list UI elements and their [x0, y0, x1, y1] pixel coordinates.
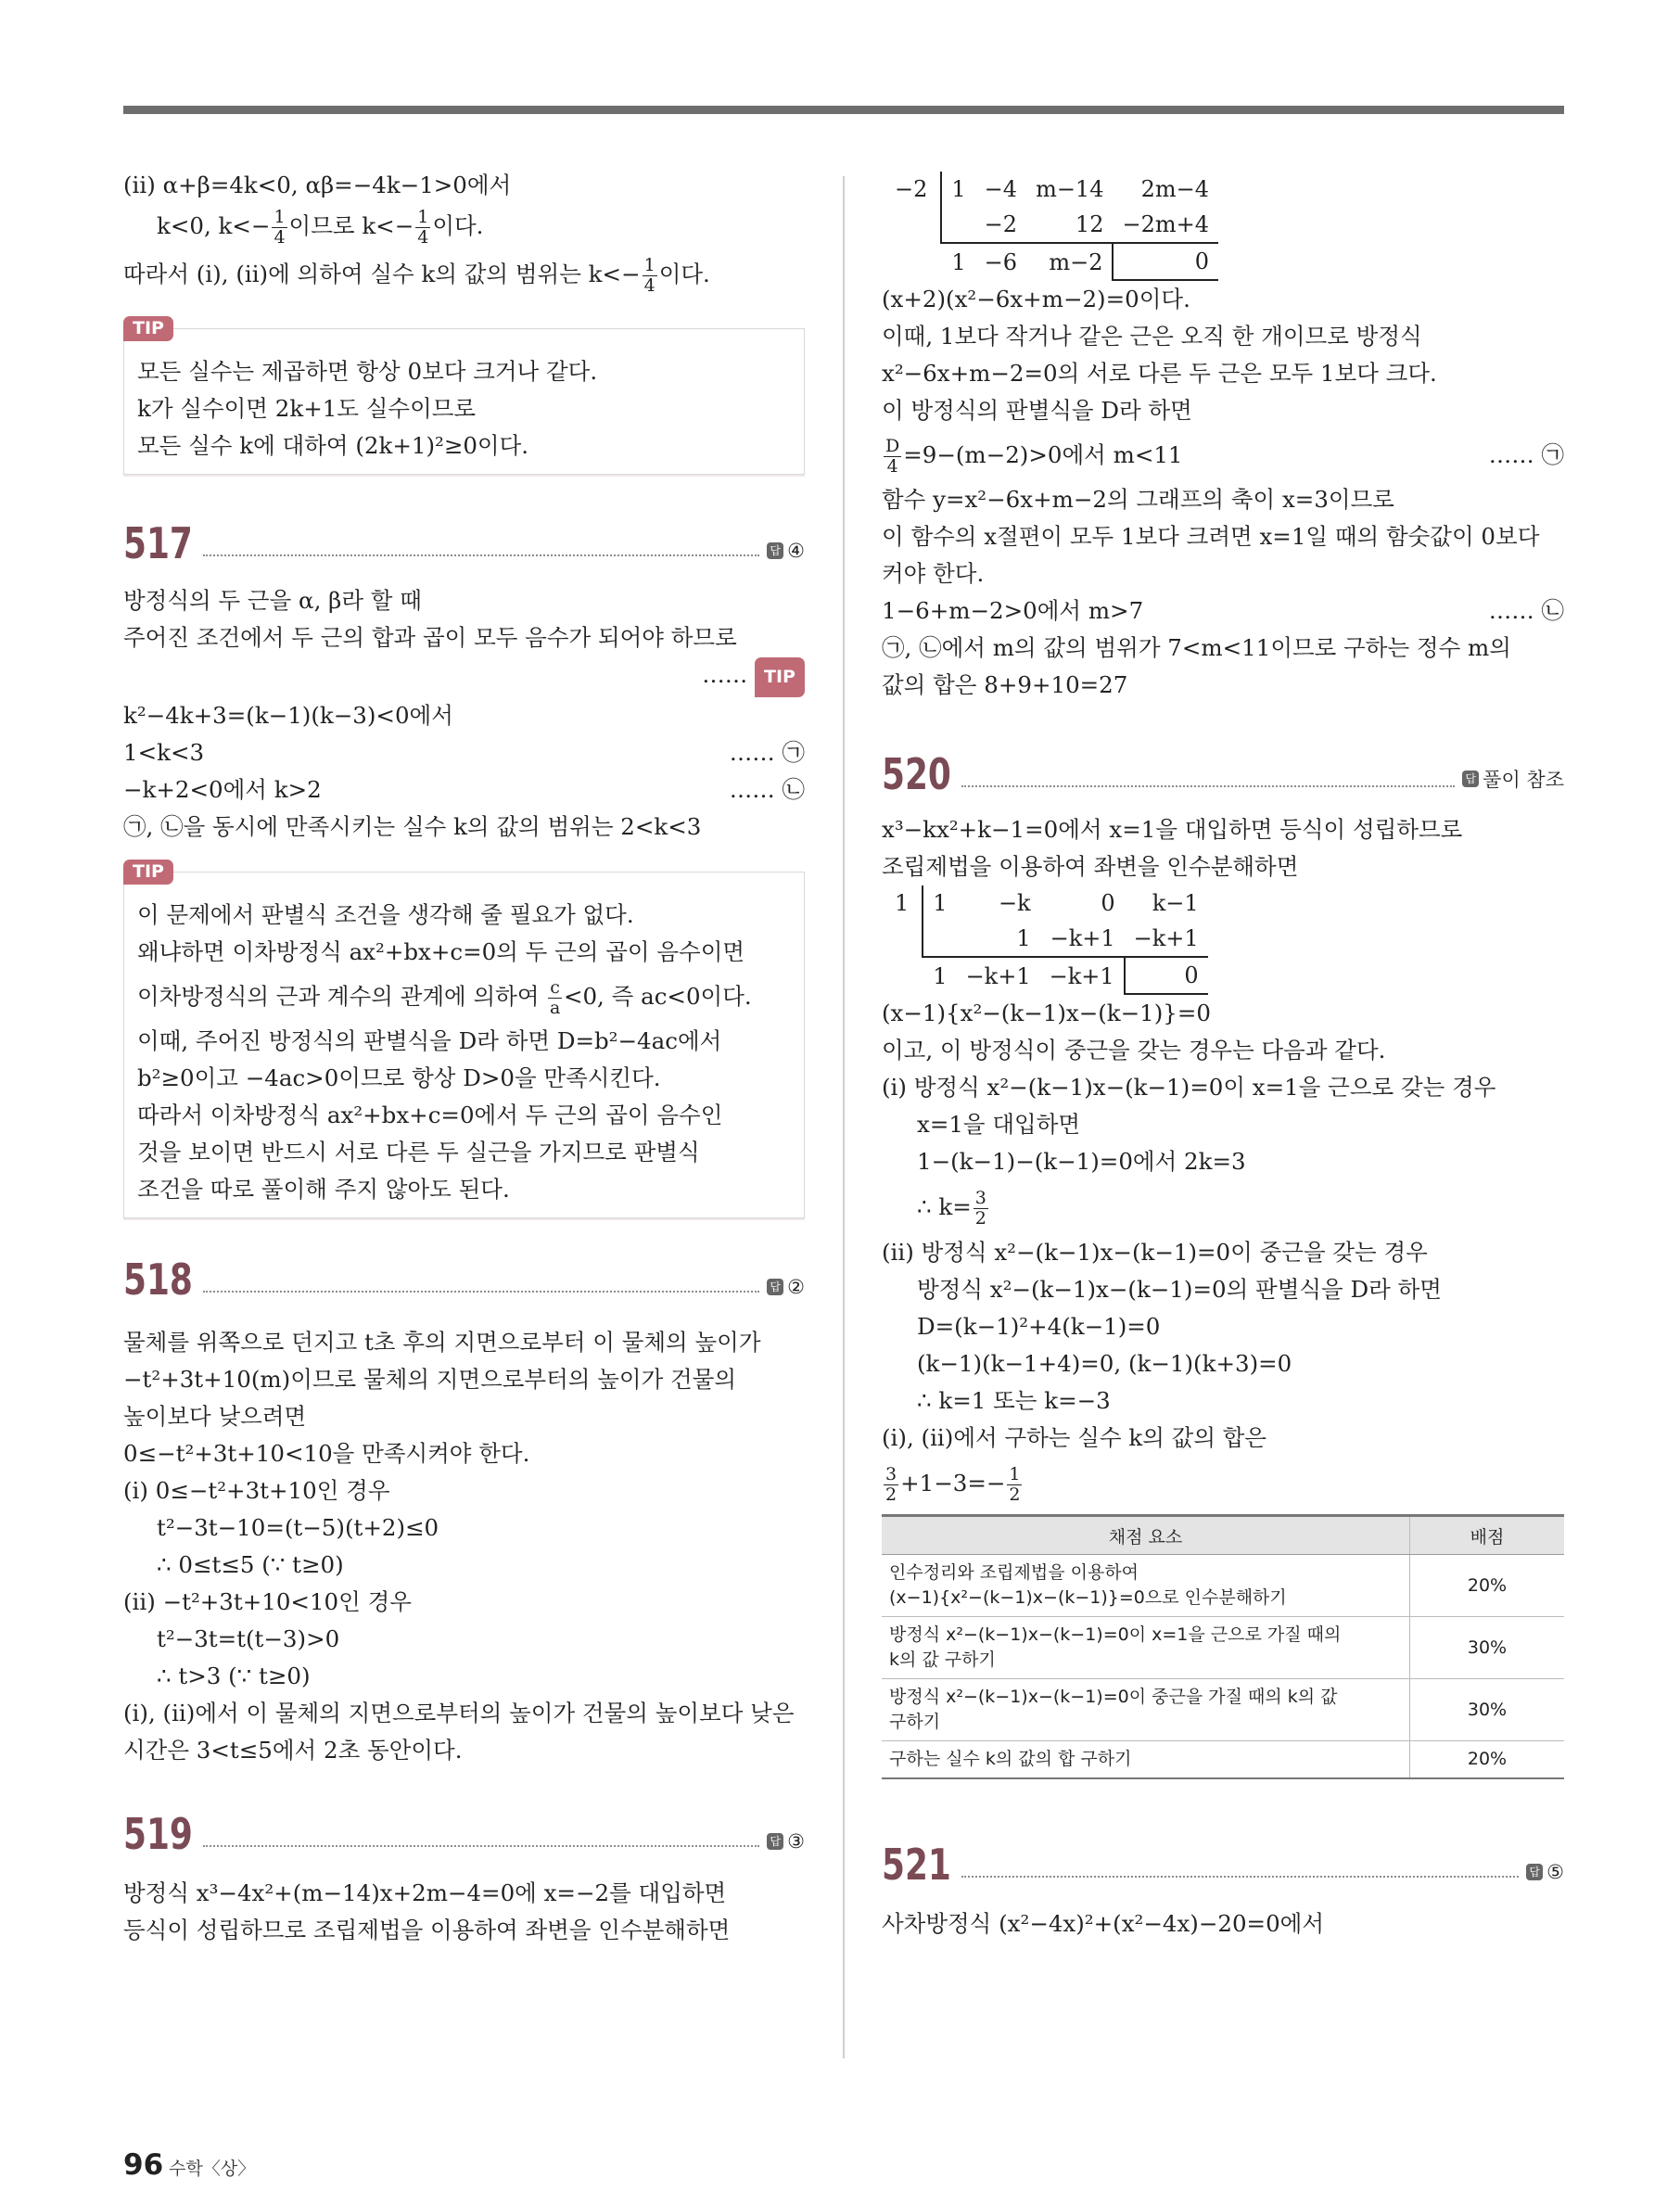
tip-line: 이때, 주어진 방정식의 판별식을 D라 하면 D=b²−4ac에서: [137, 1027, 722, 1054]
text-line: 높이보다 낮으려면: [123, 1403, 307, 1430]
text-line: 방정식 x²−(k−1)x−(k−1)=0의 판별식을 D라 하면: [917, 1276, 1442, 1303]
tip-line: 이차방정식의 근과 계수의 관계에 의하여 $\frac{c}{a}$ <0, 즉 ac<0이다.: [137, 977, 752, 1018]
text-line: t²−3t=t(t−3)>0: [157, 1625, 340, 1652]
tip-line: 왜냐하면 이차방정식 ax²+bx+c=0의 두 근의 곱이 음수이면: [137, 938, 745, 965]
tip-tag: TIP: [123, 316, 173, 341]
text-line: 물체를 위쪽으로 던지고 t초 후의 지면으로부터 이 물체의 높이가: [123, 1329, 761, 1356]
answer-label: 답 ③: [767, 1830, 805, 1853]
table-row: 방정식 x²−(k−1)x−(k−1)=0이 중근을 가질 때의 k의 값 구하기 30%: [882, 1679, 1564, 1741]
text-line: 사차방정식 (x²−4x)²+(x²−4x)−20=0에서: [882, 1910, 1325, 1937]
tip-line: 따라서 이차방정식 ax²+bx+c=0에서 두 근의 곱이 음수인: [137, 1102, 723, 1128]
page-number: 96: [123, 2148, 164, 2182]
tip-line: 모든 실수는 제곱하면 항상 0보다 크거나 같다.: [137, 358, 598, 385]
text-line: k<0, k<− $\frac{1}{4}$ 이므로 k<− $\frac{1}{4}$ 이다.: [157, 207, 484, 248]
text-line: (i), (ii)에서 이 물체의 지면으로부터의 높이가 건물의 높이보다 낮은: [123, 1700, 795, 1726]
table-row: 방정식 x²−(k−1)x−(k−1)=0이 x=1을 근으로 가질 때의 k의 값 구하기 30%: [882, 1617, 1564, 1679]
text-line: D=(k−1)²+4(k−1)=0: [917, 1313, 1161, 1340]
text-line: ㉠, ㉡을 동시에 만족시키는 실수 k의 값의 범위는 2<k<3: [123, 813, 702, 840]
answer-label: 답 ④: [767, 540, 805, 562]
text-line: 이때, 1보다 작거나 같은 근은 오직 한 개이므로 방정식: [882, 323, 1422, 350]
text-line: ∴ k= $\frac{3}{2}$: [917, 1188, 986, 1229]
tip-line: b²≥0이고 −4ac>0이므로 항상 D>0을 만족시킨다.: [137, 1064, 661, 1091]
text-line: 커야 한다.: [882, 560, 985, 587]
problem-number: 520: [882, 749, 951, 799]
text-line: 주어진 조건에서 두 근의 합과 곱이 모두 음수가 되어야 하므로: [123, 624, 737, 651]
answer-label: 답 풀이 참조: [1462, 765, 1564, 793]
fraction: $\frac{1}{4}$: [643, 255, 655, 296]
leader-dots: [203, 1845, 759, 1847]
text-line: x²−6x+m−2=0의 서로 다른 두 근은 모두 1보다 크다.: [882, 360, 1437, 387]
divisor: −2: [885, 172, 941, 207]
text-line: 이 함수의 x절편이 모두 1보다 크려면 x=1일 때의 함숫값이 0보다: [882, 523, 1540, 550]
answer-label: 답 ⑤: [1526, 1861, 1564, 1883]
text-line: (i) 방정식 x²−(k−1)x−(k−1)=0이 x=1을 근으로 갖는 경우: [882, 1074, 1496, 1101]
text-line: 1−(k−1)−(k−1)=0에서 2k=3: [917, 1148, 1246, 1175]
synthetic-division: 1 1 −k 0 k−1 1 −k+1 −k+1 1 −k+1 −k+1 0: [885, 885, 1208, 995]
text-line: 조립제법을 이용하여 좌변을 인수분해하면: [882, 853, 1299, 880]
column-divider: [843, 176, 845, 2058]
text-line: 함수 y=x²−6x+m−2의 그래프의 축이 x=3이므로: [882, 486, 1394, 513]
fraction: $\frac{3}{2}$: [974, 1188, 986, 1229]
fraction: $\frac{1}{4}$: [417, 207, 429, 248]
text-line: (ii) α+β=4k<0, αβ=−4k−1>0에서: [123, 172, 512, 198]
tip-line: k가 실수이면 2k+1도 실수이므로: [137, 395, 477, 422]
text-line: (i) 0≤−t²+3t+10인 경우: [123, 1477, 390, 1504]
text-line: (k−1)(k−1+4)=0, (k−1)(k+3)=0: [917, 1350, 1292, 1377]
text-line: (x+2)(x²−6x+m−2)=0이다.: [882, 286, 1190, 312]
text-line: $\frac{D}{4}$ =9−(m−2)>0에서 m<11 …… ㉠: [882, 429, 1564, 481]
synthetic-division: −2 1 −4 m−14 2m−4 −2 12 −2m+4 1 −6 m−2 0: [885, 172, 1218, 281]
text-line: ∴ t>3 (∵ t≥0): [157, 1662, 311, 1689]
text-line: $\frac{3}{2}$ +1−3=− $\frac{1}{2}$: [885, 1464, 1021, 1505]
text-line: 이 방정식의 판별식을 D라 하면: [882, 397, 1192, 424]
top-rule: [123, 106, 1564, 114]
text-line: x³−kx²+k−1=0에서 x=1을 대입하면 등식이 성립하므로: [882, 816, 1463, 843]
problem-header-519: [123, 1801, 805, 1858]
mark-label: …… ㉠: [1488, 441, 1564, 468]
text-line: x=1을 대입하면: [917, 1111, 1081, 1138]
fraction: $\frac{1}{4}$: [274, 207, 286, 248]
remainder: 0: [1113, 243, 1218, 280]
left-column: [123, 167, 805, 1949]
answer-icon: 답: [767, 542, 783, 559]
problem-number: 518: [123, 1255, 193, 1305]
page-footer: [123, 2148, 255, 2182]
problem-header-521: [882, 1831, 1564, 1889]
answer-icon: 답: [1526, 1864, 1543, 1880]
answer-icon: 답: [767, 1279, 783, 1295]
text-line: −t²+3t+10(m)이므로 물체의 지면으로부터의 높이가 건물의: [123, 1366, 737, 1393]
tip-line: 모든 실수 k에 대하여 (2k+1)²≥0이다.: [137, 432, 529, 459]
answer-icon: 답: [1462, 771, 1479, 787]
text-line: ∴ 0≤t≤5 (∵ t≥0): [157, 1551, 344, 1578]
problem-header-517: [123, 510, 805, 567]
text-line: 따라서 (i), (ii)에 의하여 실수 k의 값의 범위는 k<− $\frac{1}{4}$ 이다.: [123, 255, 710, 296]
fraction: $\frac{D}{4}$: [885, 436, 900, 477]
remainder: 0: [1125, 957, 1208, 994]
book-title: 수학〈상〉: [169, 2159, 256, 2179]
table-row: 인수정리와 조립제법을 이용하여 (x−1){x²−(k−1)x−(k−1)}=0으로 인수분해하기 20%: [882, 1555, 1564, 1617]
text-line: 방정식 x³−4x²+(m−14)x+2m−4=0에 x=−2를 대입하면: [123, 1879, 727, 1906]
text-line: (i), (ii)에서 구하는 실수 k의 값의 합은: [882, 1424, 1267, 1451]
text-line: …… TIP: [123, 656, 805, 697]
fraction: $\frac{c}{a}$: [549, 977, 561, 1018]
text-line: k²−4k+3=(k−1)(k−3)<0에서: [123, 702, 453, 729]
text-line: −k+2<0에서 k>2 …… ㉡: [123, 771, 805, 809]
problem-number: 521: [882, 1840, 951, 1890]
answer-label: 답 ②: [767, 1276, 805, 1298]
tip-box: [123, 318, 805, 475]
mark-label: …… ㉡: [729, 776, 805, 803]
mark-label: …… ㉡: [1488, 597, 1564, 624]
text-line: 방정식의 두 근을 α, β라 할 때: [123, 587, 422, 614]
text-line: 0≤−t²+3t+10<10을 만족시켜야 한다.: [123, 1440, 530, 1467]
text-line: 등식이 성립하므로 조립제법을 이용하여 좌변을 인수분해하면: [123, 1917, 731, 1943]
text-line: t²−3t−10=(t−5)(t+2)≤0: [157, 1514, 439, 1541]
leader-dots: [203, 1291, 759, 1293]
text-line: (ii) −t²+3t+10<10인 경우: [123, 1588, 412, 1615]
tip-box: [123, 861, 805, 1218]
problem-number: 519: [123, 1809, 193, 1859]
tip-tag: TIP: [755, 657, 805, 697]
text-line: 1−6+m−2>0에서 m>7 …… ㉡: [882, 592, 1564, 630]
fraction: $\frac{1}{2}$: [1009, 1464, 1021, 1505]
problem-number: 517: [123, 518, 193, 568]
scoring-table: [882, 1514, 1564, 1779]
tip-tag: TIP: [123, 860, 173, 885]
mark-label: …… ㉠: [729, 739, 805, 766]
leader-dots: [961, 1876, 1519, 1878]
tip-line: 것을 보이면 반드시 서로 다른 두 실근을 가지므로 판별식: [137, 1139, 700, 1166]
right-column: [882, 172, 1564, 1943]
tip-line: 조건을 따로 풀이해 주지 않아도 된다.: [137, 1176, 510, 1203]
leader-dots: [961, 785, 1455, 787]
points-header: 배점: [1410, 1516, 1565, 1555]
text-line: 1<k<3 …… ㉠: [123, 734, 805, 771]
text-line: 시간은 3<t≤5에서 2초 동안이다.: [123, 1737, 463, 1764]
tip-line: 이 문제에서 판별식 조건을 생각해 줄 필요가 없다.: [137, 901, 634, 928]
table-row: 구하는 실수 k의 값의 합 구하기 20%: [882, 1741, 1564, 1779]
problem-header-518: [123, 1246, 805, 1304]
divisor: 1: [885, 885, 923, 921]
fraction: $\frac{3}{2}$: [885, 1464, 897, 1505]
text-line: ∴ k=1 또는 k=−3: [917, 1387, 1111, 1414]
text-line: (ii) 방정식 x²−(k−1)x−(k−1)=0이 중근을 갖는 경우: [882, 1239, 1428, 1266]
text-line: (x−1){x²−(k−1)x−(k−1)}=0: [882, 1000, 1212, 1026]
answer-icon: 답: [767, 1833, 783, 1850]
text-line: 값의 합은 8+9+10=27: [882, 671, 1128, 698]
text-line: 이고, 이 방정식이 중근을 갖는 경우는 다음과 같다.: [882, 1037, 1386, 1064]
text-line: ㉠, ㉡에서 m의 값의 범위가 7<m<11이므로 구하는 정수 m의: [882, 634, 1511, 661]
problem-header-520: [882, 741, 1564, 798]
scoring-header: 채점 요소: [882, 1516, 1410, 1555]
leader-dots: [203, 554, 759, 556]
